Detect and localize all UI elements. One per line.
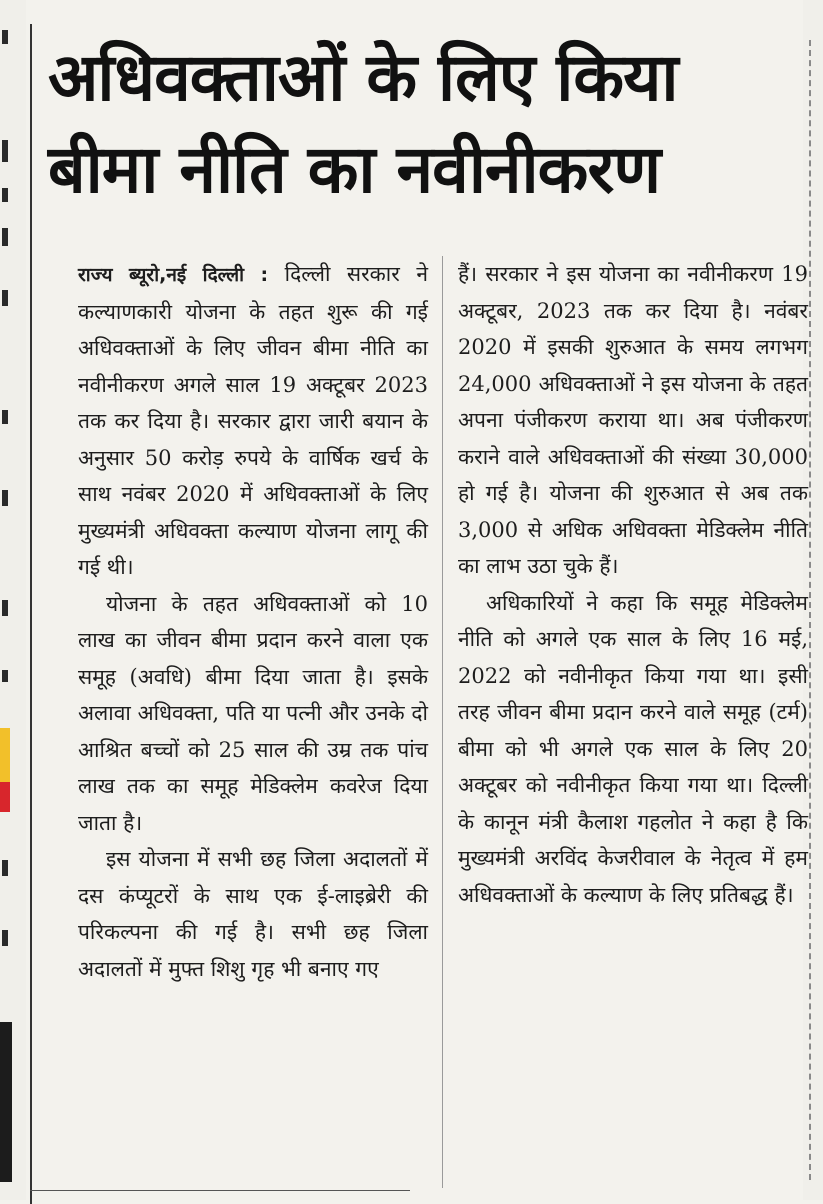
headline: अधिवक्ताओं के लिए किया बीमा नीति का नवीनीकरण [48,39,678,208]
column-divider [442,256,443,1188]
strip-glyph [2,860,8,876]
paragraph-3: इस योजना में सभी छह जिला अदालतों में दस कंप्यूटरों के साथ एक ई-लाइब्रेरी की परिकल्पना की गई है। सभी छह जिला अदालतों में मुफ्त शिशु गृह भी बनाए गए [78,847,428,981]
strip-glyph [2,228,8,246]
paragraph-1 [78,256,428,586]
strip-glyph [2,410,8,424]
strip-glyph [2,670,8,682]
strip-dark-block [0,1022,12,1182]
strip-glyph [2,600,8,616]
strip-glyph [2,490,8,506]
paragraph-4: हैं। सरकार ने इस योजना का नवीनीकरण 19 अक्टूबर, 2023 तक कर दिया है। नवंबर 2020 में इसकी शुरुआत के समय लगभग 24,000 अधिवक्ताओं ने इस योजना के तहत अपना पंजीकरण कराया था। अब पंजीकरण कराने वाले अधिवक्ताओं की संख्या 30,000 हो गई है। योजना की शुरुआत से अब तक 3,000 से अधिक अधिवक्ता मेडिक्लेम नीति का लाभ उठा चुके हैं। [458,262,808,578]
paragraph-2: योजना के तहत अधिवक्ताओं को 10 लाख का जीवन बीमा प्रदान करने वाला एक समूह (अवधि) बीमा दिया जाता है। इसके अलावा अधिवक्ता, पति या पत्नी और उनके दो आश्रित बच्चों को 25 साल की उम्र तक पांच लाख तक का समूह मेडिक्लेम कवरेज दिया जाता है। [78,591,428,835]
paragraph-1-text: दिल्ली सरकार ने कल्याणकारी योजना के तहत शुरू की गई अधिवक्ताओं के लिए जीवन बीमा नीति का नवीनीकरण अगले साल 19 अक्टूबर 2023 तक कर दिया है। सरकार द्वारा जारी बयान के अनुसार 50 करोड़ रुपये के वार्षिक खर्च के साथ नवंबर 2020 में अधिवक्ताओं के लिए मुख्यमंत्री अधिवक्ता कल्याण योजना लागू की गई थी। [78,262,429,579]
dashed-rule [809,40,811,1180]
strip-glyph [2,188,8,202]
article-left-rule [30,24,32,1204]
strip-glyph [2,140,8,162]
paragraph-5: अधिकारियों ने कहा कि समूह मेडिक्लेम नीति को अगले एक साल के लिए 16 मई, 2022 को नवीनीकृत किया गया था। इसी तरह जीवन बीमा प्रदान करने वाले समूह (टर्म) बीमा को भी अगले एक साल के लिए 20 अक्टूबर को नवीनीकृत किया गया था। दिल्ली के कानून मंत्री कैलाश गहलोत ने कहा है कि मुख्यमंत्री अरविंद केजरीवाल के नेतृत्व में हम अधिवक्ताओं के कल्याण के लिए प्रतिबद्ध हैं। [458,590,808,907]
article-column-right [458,256,808,913]
strip-color-red [0,782,10,812]
strip-glyph [2,30,8,44]
strip-glyph [2,930,8,946]
article [30,12,808,1192]
article-bottom-rule [30,1190,410,1191]
adjacent-article-strip [0,0,26,1200]
strip-glyph [2,290,8,306]
dateline: राज्य ब्यूरो,नई दिल्ली : [78,264,269,286]
article-column-left [78,256,428,987]
strip-color-yellow [0,728,10,783]
